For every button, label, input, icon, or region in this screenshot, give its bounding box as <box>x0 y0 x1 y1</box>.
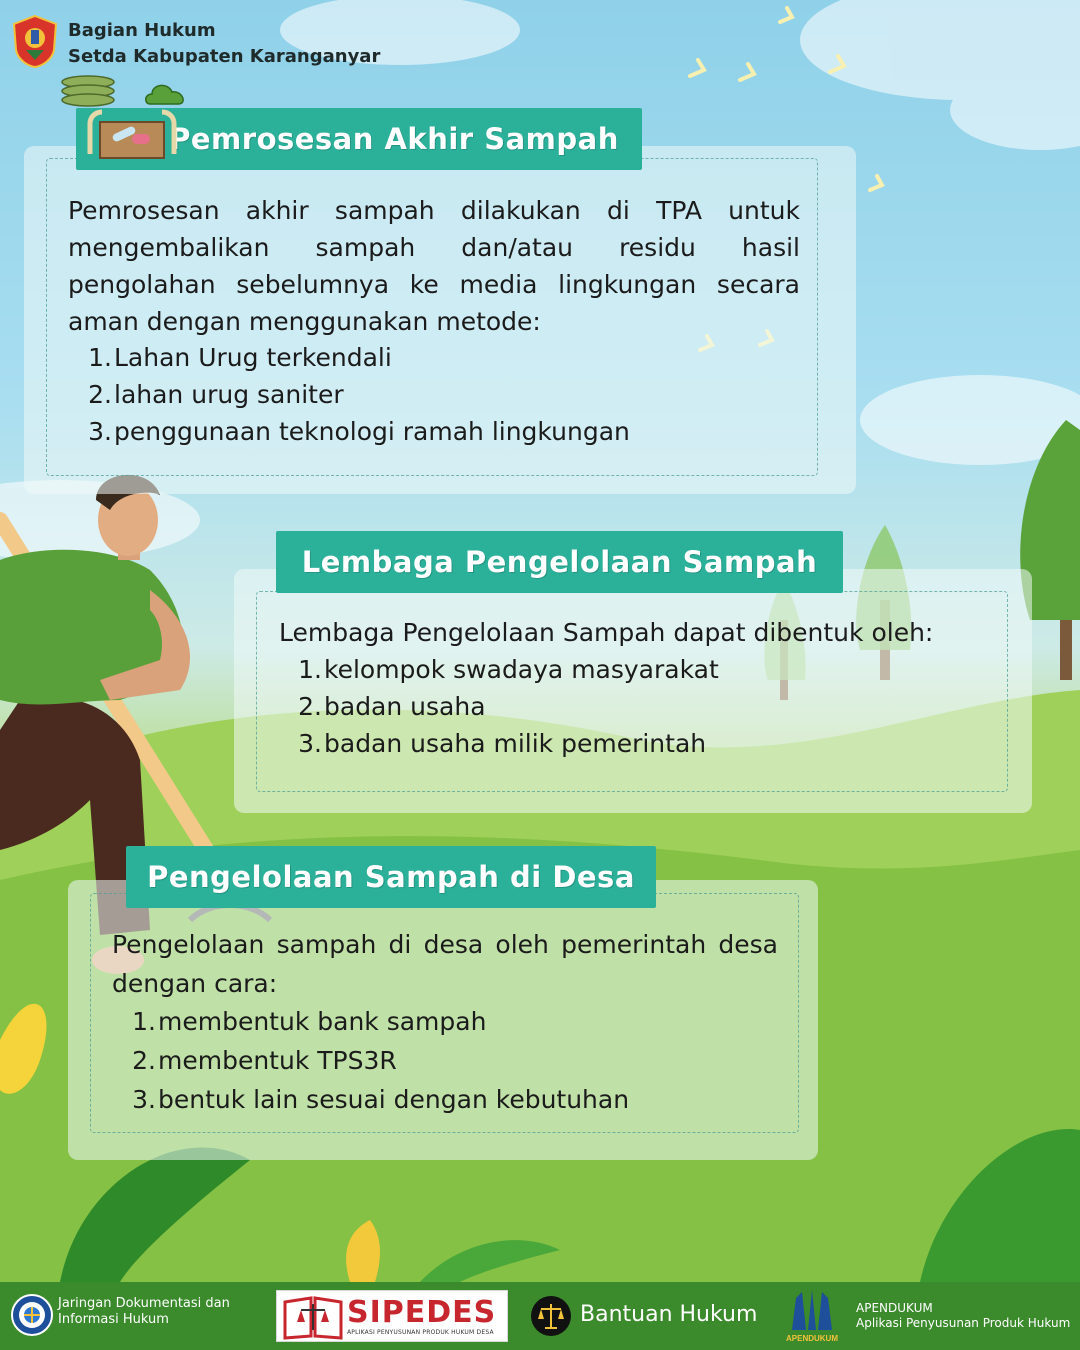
list-number: 1. <box>88 343 112 372</box>
list-text: Lahan Urug terkendali <box>114 343 392 372</box>
footer-bar <box>0 1282 1080 1350</box>
list-item <box>132 1041 792 1080</box>
karanganyar-emblem-icon <box>12 14 58 68</box>
list-lembaga <box>298 651 978 762</box>
list-item <box>298 725 978 762</box>
list-item <box>88 413 788 450</box>
list-text: membentuk TPS3R <box>158 1046 397 1075</box>
section-intro-desa: Pengelolaan sampah di desa oleh pemerintah desa dengan cara: <box>112 930 778 998</box>
sipedes-subtitle: APLIKASI PENYUSUNAN PRODUK HUKUM DESA <box>347 1329 494 1336</box>
apendukum-logo-text: APENDUKUM <box>786 1334 838 1343</box>
sipedes-book-scale-icon <box>281 1292 345 1342</box>
list-text: membentuk bank sampah <box>158 1007 487 1036</box>
list-pemrosesan <box>88 339 788 450</box>
scales-of-justice-icon <box>530 1295 572 1337</box>
jdih-logo-icon <box>10 1293 54 1337</box>
list-text: bentuk lain sesuai dengan kebutuhan <box>158 1085 630 1114</box>
list-item <box>132 1080 792 1119</box>
list-number: 2. <box>88 380 112 409</box>
sipedes-logo[interactable] <box>276 1290 508 1342</box>
list-text: badan usaha milik pemerintah <box>324 729 707 758</box>
list-desa <box>132 1002 792 1119</box>
list-text: badan usaha <box>324 692 486 721</box>
list-item <box>132 1002 792 1041</box>
list-number: 3. <box>132 1085 156 1114</box>
section-title-desa: Pengelolaan Sampah di Desa <box>126 846 656 908</box>
list-number: 2. <box>298 692 322 721</box>
organization-name: Bagian Hukum <box>68 20 216 41</box>
section-intro-lembaga: Lembaga Pengelolaan Sampah dapat dibentuk oleh: <box>279 618 934 647</box>
list-text: penggunaan teknologi ramah lingkungan <box>114 417 630 446</box>
jdih-label-line2: Informasi Hukum <box>58 1312 169 1327</box>
apendukum-name[interactable]: APENDUKUM <box>856 1301 933 1315</box>
list-item <box>298 651 978 688</box>
section-title-pemrosesan: Pemrosesan Akhir Sampah <box>76 108 642 170</box>
sipedes-name: SIPEDES <box>347 1295 497 1330</box>
organization-subtitle: Setda Kabupaten Karanganyar <box>68 46 381 67</box>
bantuan-hukum-link[interactable]: Bantuan Hukum <box>580 1302 758 1327</box>
recycling-box-icon <box>82 104 182 164</box>
list-number: 3. <box>298 729 322 758</box>
jdih-label[interactable] <box>58 1296 230 1328</box>
jdih-label-line1: Jaringan Dokumentasi dan <box>58 1296 230 1311</box>
list-item <box>88 376 788 413</box>
list-text: kelompok swadaya masyarakat <box>324 655 719 684</box>
apendukum-subtitle: Aplikasi Penyusunan Produk Hukum <box>856 1316 1071 1330</box>
list-number: 2. <box>132 1046 156 1075</box>
apendukum-building-icon <box>782 1286 842 1344</box>
organization-title <box>68 18 380 70</box>
list-number: 3. <box>88 417 112 446</box>
list-item <box>298 688 978 725</box>
section-intro-pemrosesan: Pemrosesan akhir sampah dilakukan di TPA untuk mengembalikan sampah dan/atau residu hasil pengolahan sebelumnya ke media lingkungan secara aman dengan menggunakan metode: <box>68 196 800 336</box>
list-item <box>88 339 788 376</box>
section-title-lembaga: Lembaga Pengelolaan Sampah <box>276 531 843 593</box>
list-text: lahan urug saniter <box>114 380 344 409</box>
list-number: 1. <box>132 1007 156 1036</box>
list-number: 1. <box>298 655 322 684</box>
